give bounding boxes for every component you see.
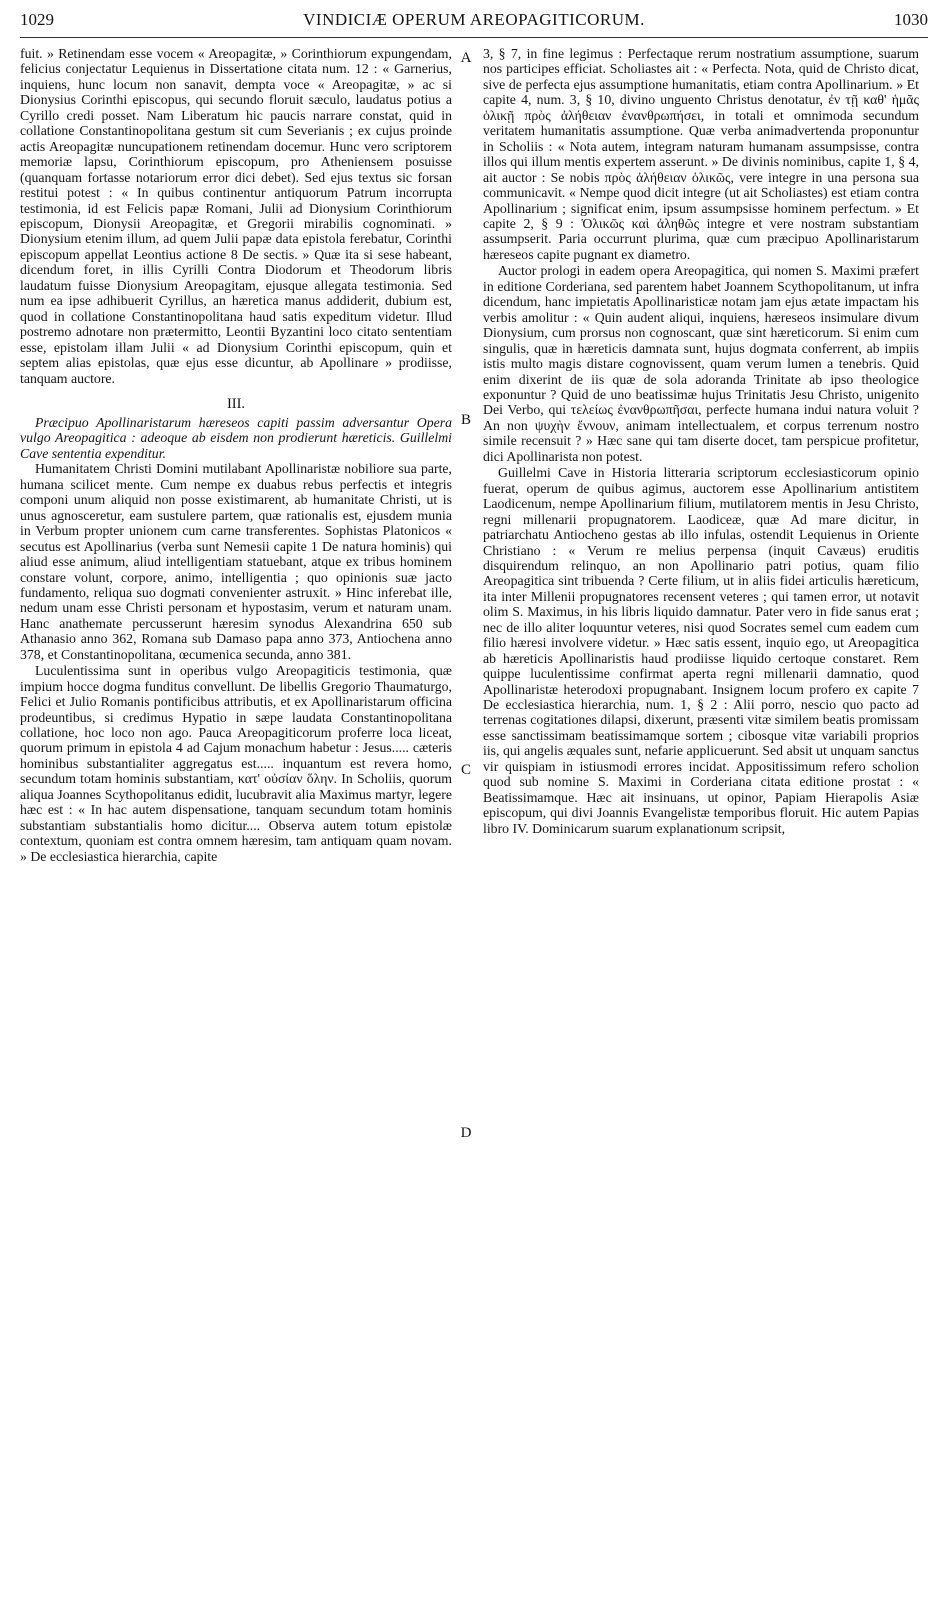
- page-header: [20, 10, 928, 36]
- right-paragraph-2: Auctor prologi in eadem opera Areopagitica, qui nomen S. Maximi præfert in editione Corderiana, sed parentem habet Joannem Scythopolitanum, ut infra dicendum, hanc impietatis Apollinaristicæ notam jam ejus ætate impactam his verbis amolitur : « Quin audent aliqui, inquiens, hæreseos insimulare divum Dionysium, cum prorsus non cognoscant, quæ sint hæreticorum. Si enim cum singulis, quæ in hæreticis damnata sunt, hujus dogmata conferrent, ab impiis istis multo magis distare cognovissent, quam verum lumen a tenebris. Quid enim dixerint de iis quæ de sola adoranda Trinitate ab ipso theologice exponuntur ? Quid de uno beatissimæ hujus Trinitatis Jesu Christo, unigenito Dei Verbo, qui τελείως ἐνανθρωπῆσαι, perfecte humana indui natura voluit ? An non ψυχὴν ἔννουν, animam intellectualem, et corpus terrenum nostro simile recensuit ? » Hæc sane qui tam diserte docet, tam perspicue profitetur, dici Apollinarista non potest.: [483, 263, 919, 464]
- margin-marker-a: A: [460, 50, 472, 66]
- right-column: [483, 46, 919, 836]
- header-rule: [20, 37, 928, 38]
- left-paragraph-1: fuit. » Retinendam esse vocem « Areopagitæ, » Corinthiorum expungendam, felicius conjectatur Lequienus in Dissertatione citata num. 12 : « Garnerius, inquiens, hunc locum non sanavit, dempta voce « Areopagitæ, » ac si Dionysius Corinthi episcopus, qui secundo floruit sæculo, laudatus potius a Cyrillo credi posset. Nam Liberatum hic paucis narrare constat, quid in collatione Constantinopolitana gestum sit cum Severianis ; ex cujus proinde actis Areopagitæ nuncupationem retinendam docemur. Hunc vero scriptorem memoriæ lapsu, Corinthiorum episcopum, pro Atheniensem posuisse (quanquam fortasse notariorum error dici debet). Sed ejus textus sic forsan restitui potest : « In quibus continentur antiquorum Patrum incorrupta testimonia, id est Felicis papæ Romani, Julii ad Dionysium Corinthiorum episcopum, Dionysii Areopagitæ, et Gregorii mirabilis cognominati. » Dionysium etenim illum, ad quem Julii papæ data epistola ferebatur, Corinthi episcopum appellat Leontius actione 8 De sectis. » Quæ ita si sese habeant, dicendum foret, in illis Cyrilli Contra Diodorum et Theodorum libris laudatum fuisse Dionysium Areopagitam, ejusque allegata testimonia. Sed num ea ipse adhibuerit Cyrillus, an hæretica manus addiderit, dubium est, quod in collatione Constantinopolitana haud satis expeditum videtur. Illud postremo adnotare non prætermitto, Leontii Byzantini loco citato sententiam esse, epistolam illam Julii « ad Dionysium Corinthi episcopum, quin et septem alias epistolas, quæ ejus esse dicuntur, ab Apollinare » prodiisse, tanquam auctore.: [20, 46, 452, 386]
- right-paragraph-3: Guillelmi Cave in Historia litteraria scriptorum ecclesiasticorum opinio fuerat, operum de quibus agimus, auctorem esse Apollinarium antistitem Laodicenum, nempe Apollinarium filium, mutilatorem mentis in Jesu Christo, regni millenarii propugnatorem. Laodiceæ, quæ Ad mare dicitur, in patriarchatu Antiocheno gestas ab illo infulas, ostendit Lequienus in Oriente Christiano : « Verum re melius perpensa (inquit Cavæus) eruditis disquirendum relinquo, an non Apollinario patri potius, quam filio Areopagitica sint tribuenda ? Certe filium, ut in aliis fidei articulis hæreticum, ita inter Millenii propugnatores recensent veteres ; qui tamen error, ut notavit olim S. Maximus, in his libris liquido damnatur. Pater vero in fide sanus erat ; nec de illo aliter loquuntur veteres, nisi quod Socrates semel cum eadem cum filio hæresi involvere videtur. » Hæc satis essent, inquio ego, ut Areopagitica ab hæreticis Apollinaristis haud prodiisse liquido certoque constaret. Rem quippe luculentissime confirmat aperta regni millenarii damnatio, quod Apollinaristæ heterodoxi propugnabant. Insignem locum profero ex capite 7 De ecclesiastica hierarchia, num. 1, § 2 : Alii porro, nescio quo pacto ad terrenas cogitationes dilapsi, dixerunt, præsenti vitæ similem beatis promissam esse sanctissimam beatissimamque sortem ; cibosque vitæ variabili proprios iis, qui angelis æquales sunt, nefarie applicuerunt. Sed absit ut unquam sanctus vir quispiam in istiusmodi errores incidat. Appositissimum refero scholion quod sub nomine S. Maximi in Corderiana citata editione prostat : « Beatissimamque. Hæc ait insinuans, ut opinor, Papiam Hierapolis Asiæ episcopum, qui divi Joannis Evangelistæ temporibus floruit. Hic autem Papias libro IV. Dominicarum suarum explanationum scripsit,: [483, 465, 919, 836]
- left-paragraph-2: Humanitatem Christi Domini mutilabant Apollinaristæ nobiliore sua parte, humana scilicet mente. Cum nempe ex duabus rebus perfectis et integris componi unum aliquid non posse existimarent, ab humanitate Christi, ut is unus agnosceretur, eam sustulere partem, quæ rationalis est, ejusdem munia in Verbum propter unionem cum carne transferentes. Sophistas Platonicos « secutus est Apollinarius (verba sunt Nemesii capite 1 De natura hominis) qui aliud esse animum, aliud intelligentiam statuebant, atque ex tribus hominem constare volunt, corpore, animo, intelligentia ; quo opinionis suæ jacto fundamento, reliqua suo dogmati convenienter astruxit. » Hinc inferebat ille, nedum unam esse Christi personam et hypostasim, verum et naturam unam. Hanc anathemate percusserunt hæresim synodus Alexandrina 650 sub Athanasio anno 362, Romana sub Damaso papa anno 373, Antiochena anno 378, et Constantinopolitana, œcumenica secunda, anno 381.: [20, 461, 452, 662]
- right-paragraph-1: 3, § 7, in fine legimus : Perfectaque rerum nostratium assumptione, suarum nos participes efficiat. Scholiastes ait : « Perfecta. Nota, quid de Christo dicat, sive de perfecta ejus assumptione humanitatis, etiam contra Apollinarium. » Et capite 4, num. 3, § 10, divino unguento Christus denotatur, ἐν τῇ καθ' ἡμᾶς ὁλικῇ πρὸς ἀλήθειαν ἐνανθρωπήσει, in totali et omnimoda secundum veritatem humanitatis assumptione. Quæ verba animadvertenda proponuntur in Scholiis : « Nota autem, integram naturam humanam assumpsisse, contra illos qui illum mentis expertem asserunt. » De divinis nominibus, capite 1, § 4, ait auctor : Se nobis πρὸς ἀλήθειαν ὁλικῶς, vere integre in una persona sua communicavit. « Nempe quod dicit integre (ut ait Scholiastes) est etiam contra Apollinarium ; significat enim, ipsum assumpsisse hominem perfectum. » Et capite 2, § 9 : Ὁλικῶς καὶ ἀληθῶς integre et vere nostram substantiam assumpserit. Paria occurrunt plurima, quæ cum præcipuo Apollinaristarum hæreseos capite pugnant ex diametro.: [483, 46, 919, 262]
- section-number: III.: [226, 395, 246, 412]
- left-column: [20, 46, 452, 864]
- page-number-left: 1029: [20, 10, 54, 29]
- running-title: VINDICIÆ OPERUM AREOPAGITICORUM.: [303, 10, 645, 29]
- page-number-right: 1030: [894, 10, 928, 29]
- left-paragraph-3: Luculentissima sunt in operibus vulgo Areopagiticis testimonia, quæ impium hocce dogma funditus convellunt. De libellis Gregorio Thaumaturgo, Felici et Julio Romanis pontificibus attributis, et ex Apollinaristarum officina prodeuntibus, si credimus Hypatio in sæpe laudata Constantinopolitana collatione, hoc loco non ago. Pauca Areopagiticorum proferre loca liceat, quorum primum in epistola 4 ad Cajum monachum habetur : Jesus..... cæteris hominibus substantialiter aggregatus est..... inquantum est revera homo, secundum totam hominis substantiam, κατ' οὐσίαν ὅλην. In Scholiis, quorum aliqua Joannes Scythopolitanus edidit, lucubravit alia Maximus martyr, legere hæc est : « In hac autem dispensatione, tanquam secundum totam hominis substantiam substantialis homo dicitur.... Observa autem totum epistolæ contextum, quoniam est contra omnem hæresim, tam antiquam quam novam. » De ecclesiastica hierarchia, capite: [20, 663, 452, 864]
- margin-marker-b: B: [460, 412, 471, 428]
- section-title: Præcipuo Apollinaristarum hæreseos capiti passim adversantur Opera vulgo Areopagitica : adeoque ab eisdem non prodierunt hæreticis. Guillelmi Cave sententia expenditur.: [20, 414, 452, 461]
- margin-marker-c: C: [460, 762, 471, 778]
- margin-marker-d: D: [460, 1125, 472, 1141]
